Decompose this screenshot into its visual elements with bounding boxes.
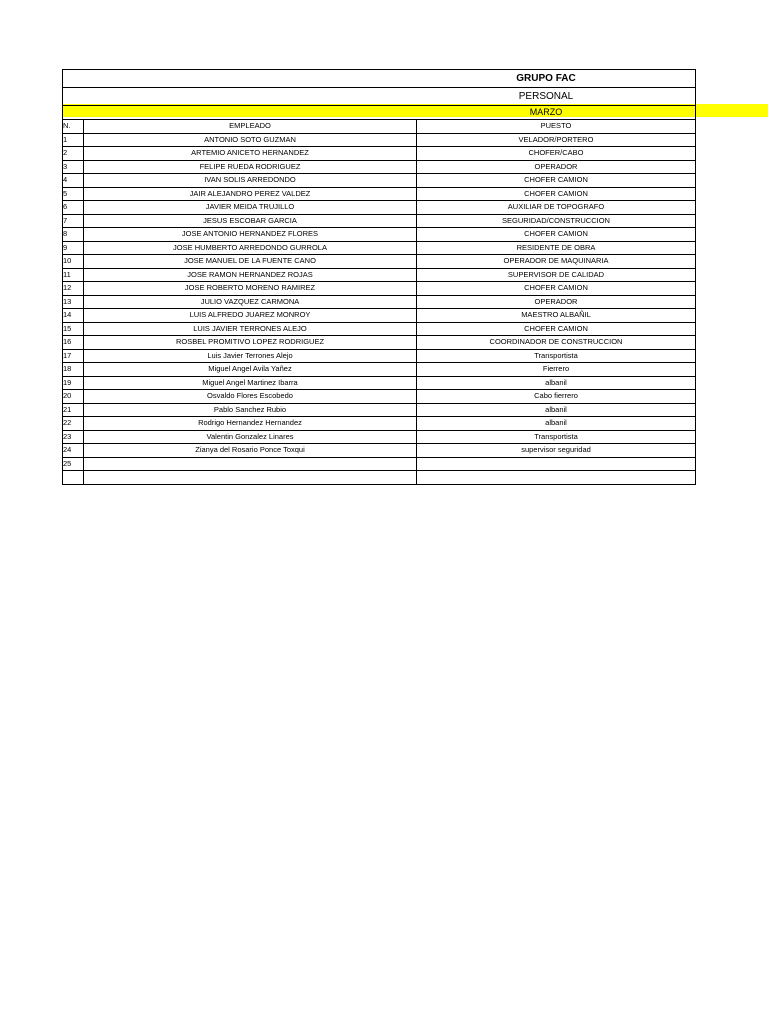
position-cell[interactable]: RESIDENTE DE OBRA [417, 241, 696, 255]
table-row [63, 403, 696, 417]
employee-name-cell[interactable]: Osvaldo Flores Escobedo [84, 390, 417, 404]
table-row [63, 349, 696, 363]
position-cell[interactable]: COORDINADOR DE CONSTRUCCION [417, 336, 696, 350]
table-row [63, 444, 696, 458]
row-number-cell[interactable]: 22 [63, 417, 84, 431]
column-header-empleado[interactable]: EMPLEADO [84, 120, 417, 134]
column-header-row [63, 120, 696, 134]
employee-name-cell[interactable]: LUIS ALFREDO JUAREZ MONROY [84, 309, 417, 323]
column-header-number[interactable]: N. [63, 120, 84, 134]
row-number-cell[interactable]: 14 [63, 309, 84, 323]
table-row [63, 174, 696, 188]
table-row [63, 336, 696, 350]
employee-name-cell[interactable]: Miguel Angel Martinez Ibarra [84, 376, 417, 390]
position-cell[interactable]: CHOFER CAMION [417, 322, 696, 336]
employee-name-cell[interactable]: Rodrigo Hernandez Hernandez [84, 417, 417, 431]
table-row [63, 295, 696, 309]
table-row [63, 471, 696, 485]
month-title: MARZO [529, 107, 563, 117]
employee-name-cell[interactable]: JAIR ALEJANDRO PEREZ VALDEZ [84, 187, 417, 201]
row-number-cell[interactable]: 11 [63, 268, 84, 282]
row-number-cell[interactable]: 2 [63, 147, 84, 161]
row-number-cell[interactable]: 18 [63, 363, 84, 377]
table-row [63, 160, 696, 174]
employee-name-cell[interactable]: JOSE HUMBERTO ARREDONDO GURROLA [84, 241, 417, 255]
employee-name-cell[interactable]: ROSBEL PROMITIVO LOPEZ RODRIGUEZ [84, 336, 417, 350]
position-cell[interactable]: OPERADOR [417, 160, 696, 174]
employee-name-cell[interactable]: Zianya del Rosario Ponce Toxqui [84, 444, 417, 458]
position-cell[interactable]: SUPERVISOR DE CALIDAD [417, 268, 696, 282]
employee-name-cell[interactable]: Valentin Gonzalez Linares [84, 430, 417, 444]
table-row [63, 133, 696, 147]
position-cell[interactable]: supervisor seguridad [417, 444, 696, 458]
table-row [63, 309, 696, 323]
table-row [63, 255, 696, 269]
employee-name-cell[interactable]: FELIPE RUEDA RODRIGUEZ [84, 160, 417, 174]
table-row [63, 201, 696, 215]
row-number-cell[interactable]: 23 [63, 430, 84, 444]
position-cell[interactable] [417, 471, 696, 485]
position-cell[interactable]: AUXILIAR DE TOPOGRAFO [417, 201, 696, 215]
position-cell[interactable]: CHOFER CAMION [417, 282, 696, 296]
table-row [63, 322, 696, 336]
position-cell[interactable]: Transportista [417, 349, 696, 363]
row-number-cell[interactable]: 1 [63, 133, 84, 147]
position-cell[interactable]: albanil [417, 376, 696, 390]
position-cell[interactable] [417, 457, 696, 471]
position-cell[interactable]: Fierrero [417, 363, 696, 377]
table-row [63, 147, 696, 161]
employee-name-cell[interactable]: LUIS JAVIER TERRONES ALEJO [84, 322, 417, 336]
table-row [63, 187, 696, 201]
position-cell[interactable]: albanil [417, 403, 696, 417]
sheet-header [62, 69, 696, 119]
table-row [63, 363, 696, 377]
position-cell[interactable]: CHOFER CAMION [417, 187, 696, 201]
personnel-table [62, 119, 696, 485]
table-row [63, 228, 696, 242]
month-row[interactable] [63, 106, 695, 119]
table-row [63, 268, 696, 282]
employee-name-cell[interactable]: Luis Javier Terrones Alejo [84, 349, 417, 363]
employee-name-cell[interactable]: Pablo Sanchez Rubio [84, 403, 417, 417]
row-number-cell[interactable]: 12 [63, 282, 84, 296]
position-cell[interactable]: OPERADOR DE MAQUINARIA [417, 255, 696, 269]
table-row [63, 376, 696, 390]
table-row [63, 457, 696, 471]
employee-name-cell[interactable]: JOSE MANUEL DE LA FUENTE CANO [84, 255, 417, 269]
row-number-cell[interactable] [63, 471, 84, 485]
row-number-cell[interactable]: 16 [63, 336, 84, 350]
row-number-cell[interactable]: 3 [63, 160, 84, 174]
table-row [63, 417, 696, 431]
section-title: PERSONAL [518, 91, 574, 102]
row-number-cell[interactable]: 20 [63, 390, 84, 404]
personnel-sheet [62, 69, 696, 485]
employee-name-cell[interactable]: Miguel Angel Avila Yañez [84, 363, 417, 377]
position-cell[interactable]: CHOFER CAMION [417, 228, 696, 242]
table-row [63, 430, 696, 444]
row-number-cell[interactable]: 19 [63, 376, 84, 390]
section-row[interactable] [63, 88, 695, 106]
employee-name-cell[interactable]: ARTEMIO ANICETO HERNANDEZ [84, 147, 417, 161]
row-number-cell[interactable]: 13 [63, 295, 84, 309]
table-row [63, 214, 696, 228]
position-cell[interactable]: MAESTRO ALBAÑIL [417, 309, 696, 323]
employee-name-cell[interactable]: JULIO VAZQUEZ CARMONA [84, 295, 417, 309]
row-number-cell[interactable]: 21 [63, 403, 84, 417]
position-cell[interactable]: CHOFER/CABO [417, 147, 696, 161]
table-row [63, 390, 696, 404]
column-header-puesto[interactable]: PUESTO [417, 120, 696, 134]
position-cell[interactable]: CHOFER CAMION [417, 174, 696, 188]
position-cell[interactable]: OPERADOR [417, 295, 696, 309]
row-number-cell[interactable]: 8 [63, 228, 84, 242]
row-number-cell[interactable]: 6 [63, 201, 84, 215]
employee-name-cell[interactable]: JOSE ROBERTO MORENO RAMIREZ [84, 282, 417, 296]
position-cell[interactable]: Cabo fierrero [417, 390, 696, 404]
row-number-cell[interactable]: 15 [63, 322, 84, 336]
employee-name-cell[interactable] [84, 457, 417, 471]
employee-name-cell[interactable] [84, 471, 417, 485]
position-cell[interactable]: SEGURIDAD/CONSTRUCCION [417, 214, 696, 228]
employee-name-cell[interactable]: JOSE ANTONIO HERNANDEZ FLORES [84, 228, 417, 242]
employee-name-cell[interactable]: JAVIER MEIDA TRUJILLO [84, 201, 417, 215]
position-cell[interactable]: albanil [417, 417, 696, 431]
row-number-cell[interactable]: 9 [63, 241, 84, 255]
row-number-cell[interactable]: 24 [63, 444, 84, 458]
company-title: GRUPO FAC [516, 73, 576, 84]
table-row [63, 241, 696, 255]
row-number-cell[interactable]: 5 [63, 187, 84, 201]
row-number-cell[interactable]: 17 [63, 349, 84, 363]
table-row [63, 282, 696, 296]
position-cell[interactable]: VELADOR/PORTERO [417, 133, 696, 147]
employee-name-cell[interactable]: IVAN SOLIS ARREDONDO [84, 174, 417, 188]
employee-name-cell[interactable]: ANTONIO SOTO GUZMAN [84, 133, 417, 147]
title-row[interactable] [63, 69, 695, 88]
row-number-cell[interactable]: 7 [63, 214, 84, 228]
row-number-cell[interactable]: 10 [63, 255, 84, 269]
row-number-cell[interactable]: 25 [63, 457, 84, 471]
employee-name-cell[interactable]: JOSE RAMON HERNANDEZ ROJAS [84, 268, 417, 282]
position-cell[interactable]: Transportista [417, 430, 696, 444]
employee-name-cell[interactable]: JESUS ESCOBAR GARCIA [84, 214, 417, 228]
row-number-cell[interactable]: 4 [63, 174, 84, 188]
